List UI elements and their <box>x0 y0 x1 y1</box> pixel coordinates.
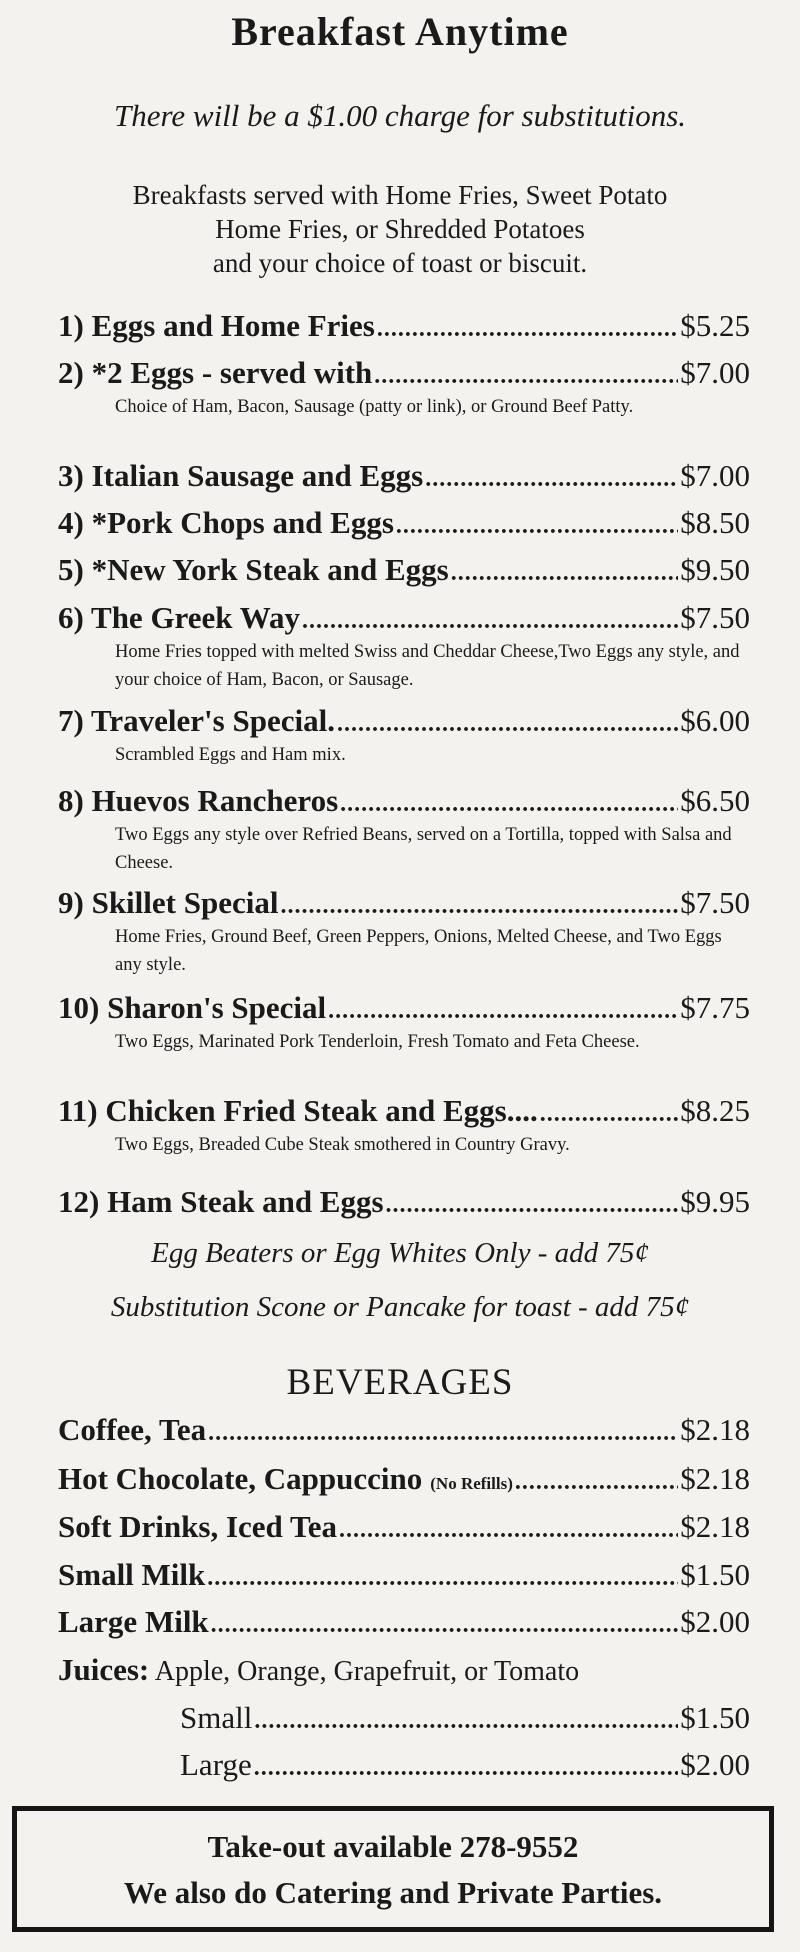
item-name: 7) Traveler's Special. <box>58 703 335 738</box>
juice-size-name: Small <box>180 1700 253 1735</box>
dot-leader <box>377 316 678 343</box>
dot-leader <box>337 711 678 738</box>
beverage-name: Large Milk <box>58 1604 209 1639</box>
beverage-item <box>58 1509 750 1545</box>
juice-size-name: Large <box>180 1747 252 1782</box>
dot-leader <box>302 608 678 635</box>
item-description: Choice of Ham, Bacon, Sausage (patty or link), or Ground Beef Patty. <box>115 397 634 417</box>
dot-leader <box>254 1755 679 1782</box>
dot-leader <box>339 1517 678 1544</box>
egg-beaters-note: Egg Beaters or Egg Whites Only - add 75¢ <box>151 1237 649 1269</box>
dot-leader <box>425 466 678 493</box>
dot-leader <box>515 1469 678 1496</box>
menu-item <box>58 552 750 588</box>
beverage-name: Hot Chocolate, Cappuccino <box>58 1461 423 1496</box>
juices-list: Apple, Orange, Grapefruit, or Tomato <box>154 1656 580 1687</box>
beverage-price: $2.18 <box>680 1412 750 1447</box>
item-name: 4) *Pork Chops and Eggs <box>58 505 394 540</box>
item-price: $8.25 <box>680 1093 750 1128</box>
juices-label: Juices: <box>58 1652 150 1687</box>
footer-box <box>12 1806 774 1932</box>
item-price: $7.50 <box>680 885 750 920</box>
dot-leader <box>208 1420 678 1447</box>
item-price: $7.50 <box>680 600 750 635</box>
beverage-price: $2.00 <box>680 1604 750 1639</box>
item-description: Two Eggs, Breaded Cube Steak smothered in Country Gravy. <box>115 1135 570 1155</box>
beverage-price: $2.18 <box>680 1509 750 1544</box>
item-name: 6) The Greek Way <box>58 600 300 635</box>
item-description: Two Eggs, Marinated Pork Tenderloin, Fresh Tomato and Feta Cheese. <box>115 1032 640 1052</box>
menu-item <box>58 885 750 979</box>
beverage-item <box>58 1412 750 1448</box>
dot-leader <box>280 893 678 920</box>
takeout-line: Take-out available 278-9552 <box>207 1829 579 1864</box>
beverage-name: Soft Drinks, Iced Tea <box>58 1509 338 1544</box>
scone-note: Substitution Scone or Pancake for toast - add 75¢ <box>110 1291 690 1323</box>
menu-item <box>58 458 750 494</box>
juice-size-item <box>180 1700 750 1736</box>
beverage-item <box>58 1604 750 1640</box>
dot-leader <box>207 1565 678 1592</box>
item-price: $5.25 <box>680 308 750 343</box>
item-description: Two Eggs any style over Refried Beans, served on a Tortilla, topped with Salsa and Cheese. <box>115 825 732 873</box>
menu-item <box>58 783 750 877</box>
dot-leader <box>396 513 678 540</box>
menu-item <box>58 990 750 1056</box>
menu-item <box>58 703 750 769</box>
dot-leader <box>328 998 678 1025</box>
item-name: 3) Italian Sausage and Eggs <box>58 458 424 493</box>
menu-item <box>58 308 750 344</box>
juice-size-price: $1.50 <box>680 1700 750 1735</box>
item-price: $9.95 <box>680 1184 750 1219</box>
item-price: $6.50 <box>680 783 750 818</box>
beverage-name: Coffee, Tea <box>58 1412 207 1447</box>
catering-line: We also do Catering and Private Parties. <box>123 1875 663 1910</box>
item-name: 2) *2 Eggs - served with <box>58 355 373 390</box>
dot-leader <box>211 1612 679 1639</box>
item-description: Scrambled Eggs and Ham mix. <box>115 745 346 765</box>
intro-line: and your choice of toast or biscuit. <box>212 248 588 278</box>
dot-leader <box>386 1192 679 1219</box>
intro-text <box>0 178 800 280</box>
item-price: $8.50 <box>680 505 750 540</box>
item-price: $7.75 <box>680 990 750 1025</box>
item-name: 10) Sharon's Special <box>58 990 327 1025</box>
item-price: $6.00 <box>680 703 750 738</box>
item-description: Home Fries topped with melted Swiss and Cheddar Cheese,Two Eggs any style, and your choice of Ham, Bacon, or Sausage. <box>115 642 740 690</box>
substitution-note: There will be a $1.00 charge for substitutions. <box>113 98 687 133</box>
beverages-heading: BEVERAGES <box>286 1362 514 1403</box>
intro-line: Breakfasts served with Home Fries, Sweet Potato <box>132 180 668 210</box>
beverage-price: $1.50 <box>680 1557 750 1592</box>
menu-title: Breakfast Anytime <box>231 9 569 54</box>
item-price: $7.00 <box>680 458 750 493</box>
juice-size-price: $2.00 <box>680 1747 750 1782</box>
beverage-price: $2.18 <box>680 1461 750 1496</box>
item-name: 9) Skillet Special <box>58 885 279 920</box>
beverage-item <box>58 1557 750 1593</box>
item-name: 5) *New York Steak and Eggs <box>58 552 449 587</box>
dot-leader <box>451 560 679 587</box>
item-description: Home Fries, Ground Beef, Green Peppers, Onions, Melted Cheese, and Two Eggs any style. <box>115 927 722 975</box>
item-price: $9.50 <box>680 552 750 587</box>
menu-item <box>58 505 750 541</box>
dot-leader <box>340 791 678 818</box>
menu-item <box>58 1093 750 1159</box>
item-name: 8) Huevos Rancheros <box>58 783 339 818</box>
intro-line: Home Fries, or Shredded Potatoes <box>215 214 585 244</box>
beverage-name: Small Milk <box>58 1557 206 1592</box>
item-name: 12) Ham Steak and Eggs <box>58 1184 384 1219</box>
menu-item <box>58 1184 750 1220</box>
item-name: 1) Eggs and Home Fries <box>58 308 375 343</box>
menu-item <box>58 600 750 694</box>
no-refills-note: (No Refills) <box>430 1474 513 1493</box>
juice-size-item <box>180 1747 750 1783</box>
item-price: $7.00 <box>680 355 750 390</box>
juices-row <box>58 1652 579 1688</box>
item-name: 11) Chicken Fried Steak and Eggs.... <box>58 1093 538 1128</box>
dot-leader <box>540 1101 679 1128</box>
dot-leader <box>254 1708 678 1735</box>
menu-item <box>58 355 750 421</box>
dot-leader <box>374 363 678 390</box>
beverage-item <box>58 1461 750 1497</box>
